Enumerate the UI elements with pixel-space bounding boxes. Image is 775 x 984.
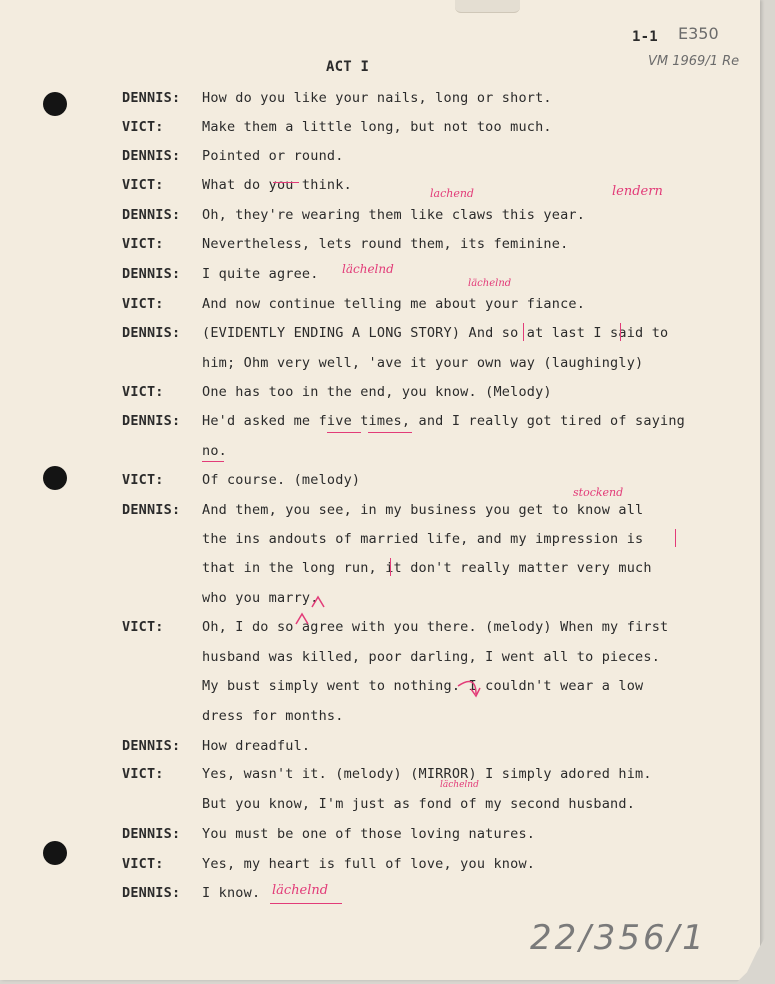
dialogue-line: Make them a little long, but not too much. (202, 119, 552, 135)
dialogue-line: dress for months. (202, 708, 344, 724)
dialogue-line: that in the long run, it don't really matter very much (202, 560, 652, 576)
dialogue-line: him; Ohm very well, 'ave it your own way (laughingly) (202, 355, 644, 371)
dialogue-line: You must be one of those loving natures. (202, 826, 536, 842)
speaker-label: VICT: (122, 856, 164, 872)
dialogue-line: no. (202, 443, 227, 459)
insert-caret-mark (296, 614, 308, 624)
handwritten-note: lächelnd (440, 780, 479, 790)
handwritten-note: lachend (430, 187, 474, 200)
dialogue-line: Oh, I do so agree with you there. (melody) When my first (202, 619, 669, 635)
handwritten-note: lächelnd (342, 262, 394, 276)
speaker-label: VICT: (122, 766, 164, 782)
dialogue-line: And now continue telling me about your fiance. (202, 296, 586, 312)
speaker-label: DENNIS: (122, 266, 181, 282)
dialogue-line: Of course. (melody) (202, 472, 361, 488)
dialogue-line: What do you think. (202, 177, 352, 193)
handwritten-note: lächelnd (468, 278, 512, 289)
speaker-label: VICT: (122, 236, 164, 252)
speaker-label: DENNIS: (122, 738, 181, 754)
dialogue-line: husband was killed, poor darling, I went all to pieces. (202, 649, 661, 665)
dialogue-line: Oh, they're wearing them like claws this year. (202, 207, 586, 223)
speaker-label: DENNIS: (122, 90, 181, 106)
pencil-ref-code: E350 (678, 24, 719, 43)
dialogue-line: I know. (202, 885, 261, 901)
speaker-label: VICT: (122, 119, 164, 135)
speaker-label: DENNIS: (122, 885, 181, 901)
dialogue-line: who you marry. (202, 590, 319, 606)
insert-caret-mark (312, 597, 324, 607)
speaker-label: VICT: (122, 619, 164, 635)
speaker-label: VICT: (122, 296, 164, 312)
handwritten-note: lächelnd (272, 883, 329, 898)
speaker-label: VICT: (122, 177, 164, 193)
dialogue-line: Yes, my heart is full of love, you know. (202, 856, 536, 872)
dialogue-line: How do you like your nails, long or short. (202, 90, 552, 106)
handwritten-note: stockend (573, 486, 624, 499)
dialogue-line: (EVIDENTLY ENDING A LONG STORY) And so at last I said to (202, 325, 669, 341)
speaker-label: VICT: (122, 384, 164, 400)
dialogue-line: One has too in the end, you know. (Melody) (202, 384, 552, 400)
dialogue-line: He'd asked me five times, and I really got tired of saying (202, 413, 686, 429)
speaker-label: DENNIS: (122, 826, 181, 842)
dialogue-line: I quite agree. (202, 266, 319, 282)
dialogue-line: My bust simply went to nothing. I couldn't wear a low (202, 678, 644, 694)
dialogue-line: But you know, I'm just as fond of my second husband. (202, 796, 636, 812)
page-title: ACT I (326, 59, 370, 75)
pencil-ref-line: VM 1969/1 Re (648, 54, 740, 69)
dialogue-line: And them, you see, in my business you get to know all (202, 502, 644, 518)
archive-number: 22/356/1 (530, 918, 707, 958)
dialogue-line: the ins andouts of married life, and my impression is (202, 531, 644, 547)
dialogue-line: Nevertheless, lets round them, its feminine. (202, 236, 569, 252)
speaker-label: DENNIS: (122, 207, 181, 223)
speaker-label: DENNIS: (122, 502, 181, 518)
speaker-label: DENNIS: (122, 413, 181, 429)
page-number: 1-1 (632, 29, 658, 45)
dialogue-line: Pointed or round. (202, 148, 344, 164)
dialogue-line: How dreadful. (202, 738, 311, 754)
speaker-label: VICT: (122, 472, 164, 488)
handwritten-note: lendern (612, 184, 663, 199)
speaker-label: DENNIS: (122, 325, 181, 341)
dialogue-line: Yes, wasn't it. (melody) (MIRROR) I simply adored him. (202, 766, 652, 782)
speaker-label: DENNIS: (122, 148, 181, 164)
